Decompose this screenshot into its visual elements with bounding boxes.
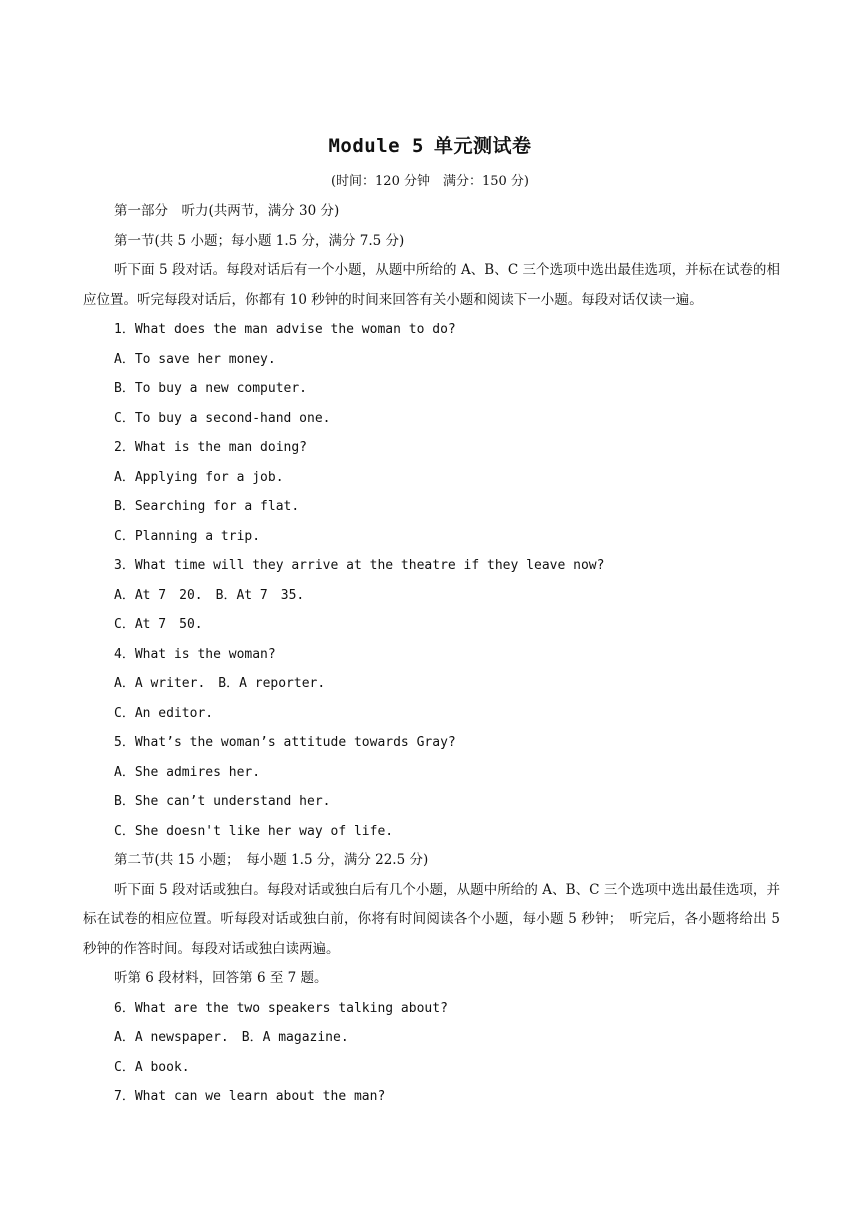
option-1b: B．To buy a new computer. [114, 381, 308, 396]
option-5c: C．She doesn't like her way of life. [114, 823, 394, 839]
part-heading: 第一部分 听力(共两节，满分 30 分) [114, 203, 340, 219]
option-3c: C．At 7 50. [114, 617, 203, 632]
section1-instructions: 听下面 5 段对话。每段对话后有一个小题，从题中所给的 A、B、C 三个选项中选出最佳选项，并标在试卷的相应位置。听完每段对话后，你都有 10 秒钟的时间来回答有关小题和阅读下一小题。每段对话仅读一遍。 [83, 262, 780, 308]
option-1a: A．To save her money. [114, 351, 276, 367]
page-title [0, 131, 860, 158]
question-4: 4．What is the woman? [114, 646, 276, 662]
option-3ab: A．At 7 20. B．At 7 35. [114, 587, 305, 603]
option-2c: C．Planning a trip. [114, 528, 261, 544]
option-2a: A．Applying for a job. [114, 469, 284, 485]
question-3: 3．What time will they arrive at the theatre if they leave now? [114, 558, 605, 573]
question-1: 1．What does the man advise the woman to do? [114, 322, 456, 337]
exam-content [83, 197, 780, 1112]
option-6c: C．A book. [114, 1059, 190, 1075]
title-module: Module 5 [328, 135, 424, 157]
question-6: 6．What are the two speakers talking about? [114, 1000, 448, 1016]
option-4c: C．An editor. [114, 705, 214, 721]
question-5: 5．What’s the woman’s attitude towards Gray? [114, 735, 456, 750]
title-unit-test: 单元测试卷 [434, 135, 532, 157]
option-5a: A．She admires her. [114, 764, 261, 780]
material-6-heading: 听第 6 段材料，回答第 6 至 7 题。 [114, 970, 328, 986]
option-5b: B．She can’t understand her. [114, 794, 331, 809]
question-2: 2．What is the man doing? [114, 440, 308, 455]
section1-heading: 第一节(共 5 小题；每小题 1.5 分，满分 7.5 分) [114, 232, 405, 249]
question-7: 7．What can we learn about the man? [114, 1089, 386, 1104]
exam-time-score: (时间：120 分钟 满分：150 分) [330, 174, 530, 189]
option-4ab: A．A writer. B．A reporter. [114, 676, 326, 691]
option-2b: B．Searching for a flat. [114, 499, 300, 514]
option-1c: C．To buy a second-hand one. [114, 410, 331, 426]
section2-heading: 第二节(共 15 小题； 每小题 1.5 分，满分 22.5 分) [114, 852, 429, 868]
option-6ab: A．A newspaper. B．A magazine. [114, 1030, 349, 1045]
section2-instructions: 听下面 5 段对话或独白。每段对话或独白后有几个小题，从题中所给的 A、B、C 三个选项中选出最佳选项，并标在试卷的相应位置。听每段对话或独白前，你将有时间阅读各个小题，每小题 5 秒钟； 听完后，各小题将给出 5 秒钟的作答时间。每段对话或独白读两遍。 [83, 881, 780, 957]
